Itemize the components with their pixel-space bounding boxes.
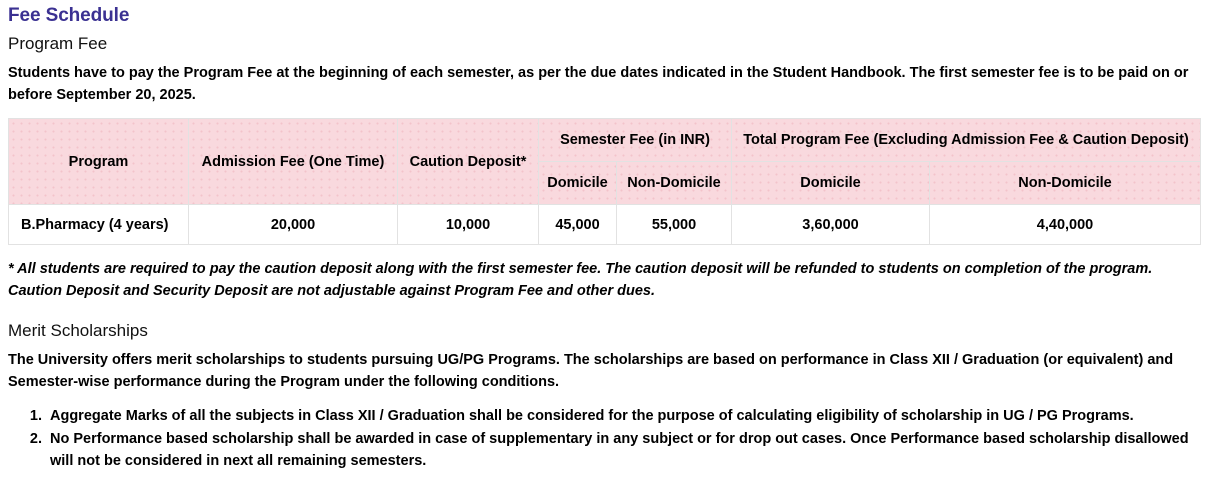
column-header-semester-fee: Semester Fee (in INR) [539,119,732,162]
fee-schedule-table [8,118,1201,245]
cell-caution-deposit: 10,000 [398,205,539,245]
caution-deposit-footnote: * All students are required to pay the caution deposit along with the first semester fee. The caution deposit will be refunded to students on completion of the program. Caution Deposit and Security Deposit are not adjustable against Program Fee and other dues. [8,261,1153,299]
column-header-caution-deposit: Caution Deposit* [398,119,539,205]
column-header-admission-fee: Admission Fee (One Time) [189,119,398,205]
list-item: 2. No Performance based scholarship shall be awarded in case of supplementary in any subject or for drop out cases. Once Performance based scholarship disallowed will not be considered in next all remaining semesters. [46,428,1196,472]
page-title: Fee Schedule [8,5,130,26]
column-header-semester-non-domicile: Non-Domicile [617,162,732,205]
program-fee-intro-paragraph: Students have to pay the Program Fee at the beginning of each semester, as per the due dates indicated in the Student Handbook. The first semester fee is to be paid on or before September 20, 2025. [8,65,1189,103]
cell-total-domicile: 3,60,000 [732,205,930,245]
column-header-total-non-domicile: Non-Domicile [930,162,1201,205]
scholarship-conditions-list [0,405,1210,472]
column-header-program: Program [9,119,189,205]
table-header-row-1 [9,119,1201,162]
column-header-semester-domicile: Domicile [539,162,617,205]
fee-table-container [0,106,1210,245]
column-header-total-domicile: Domicile [732,162,930,205]
section-heading-merit-scholarships: Merit Scholarships [8,321,148,340]
list-item: 1. Aggregate Marks of all the subjects in Class XII / Graduation shall be considered for the purpose of calculating eligibility of scholarship in UG / PG Programs. [46,405,1196,427]
table-head [9,119,1201,205]
table-body [9,205,1201,245]
merit-scholarships-intro-paragraph: The University offers merit scholarships to students pursuing UG/PG Programs. The scholarships are based on performance in Class XII / Graduation (or equivalent) and Semester-wise performance during the Program under the following conditions. [8,352,1174,390]
cell-total-non-domicile: 4,40,000 [930,205,1201,245]
cell-admission-fee: 20,000 [189,205,398,245]
cell-semester-domicile: 45,000 [539,205,617,245]
column-header-total-program-fee: Total Program Fee (Excluding Admission Fee & Caution Deposit) [732,119,1201,162]
cell-semester-non-domicile: 55,000 [617,205,732,245]
table-row [9,205,1201,245]
cell-program: B.Pharmacy (4 years) [9,205,189,245]
section-heading-program-fee: Program Fee [8,34,108,53]
